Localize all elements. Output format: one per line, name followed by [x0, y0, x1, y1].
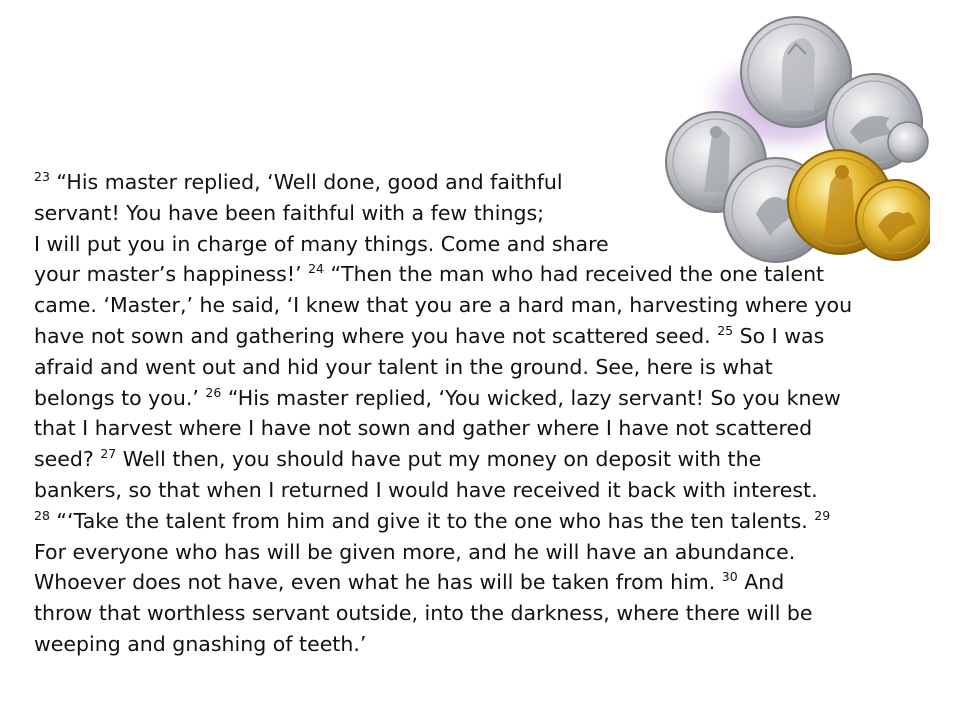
verse-number: 25	[717, 323, 734, 338]
verse-text: bankers, so that when I returned I would have received it back with interest.	[34, 478, 818, 502]
verse-text: And	[737, 570, 785, 595]
passage-line	[34, 201, 544, 225]
passage-line	[34, 324, 824, 351]
verse-text: So I was	[733, 324, 825, 348]
passage-line	[34, 570, 784, 597]
passage-line	[34, 355, 773, 379]
verse-number: 29	[814, 507, 831, 523]
verse-text: I will put you in charge of many things. Come and share	[34, 231, 609, 256]
passage-line	[34, 478, 818, 502]
passage-line	[34, 601, 813, 625]
passage-line	[34, 262, 824, 289]
verse-text: weeping and gnashing of teeth.’	[34, 632, 367, 656]
verse-number: 27	[100, 446, 117, 462]
verse-number: 23	[34, 169, 50, 184]
passage-line	[34, 632, 366, 656]
passage-line	[34, 540, 795, 564]
passage-line	[34, 447, 761, 474]
passage-line	[34, 293, 852, 317]
passage-line	[34, 386, 841, 413]
verse-text: throw that worthless servant outside, into the darkness, where there will be	[34, 601, 813, 626]
verse-text: Whoever does not have, even what he has will be taken from him.	[34, 570, 722, 595]
verse-text: “Then the man who had received the one talent	[324, 262, 825, 287]
verse-text: seed?	[34, 447, 101, 472]
verse-text: “‘Take the talent from him and give it to the one who has the ten talents.	[49, 508, 815, 533]
passage-line	[34, 232, 609, 256]
verse-text: have not sown and gathering where you have not scattered seed.	[34, 324, 718, 348]
verse-text: servant! You have been faithful with a few things;	[34, 200, 545, 225]
verse-number: 30	[721, 569, 738, 585]
verse-number: 28	[34, 507, 50, 523]
verse-text: your master’s happiness!’	[34, 262, 309, 287]
verse-text: “His master replied, ‘You wicked, lazy servant! So you knew	[221, 385, 841, 410]
passage-line	[34, 170, 563, 197]
verse-number: 24	[308, 261, 325, 277]
passage-line	[34, 509, 830, 536]
verse-text: came. ‘Master,’ he said, ‘I knew that you are a hard man, harvesting where you	[34, 293, 853, 318]
verse-text: “His master replied, ‘Well done, good and faithful	[49, 170, 563, 194]
verse-text: For everyone who has will be given more, and he will have an abundance.	[34, 539, 796, 564]
passage-line	[34, 416, 812, 440]
verse-text: afraid and went out and hid your talent in the ground. See, here is what	[34, 354, 773, 379]
verse-text: that I harvest where I have not sown and gather where I have not scattered	[34, 416, 813, 441]
verse-text: belongs to you.’	[34, 385, 206, 410]
verse-number: 26	[205, 384, 222, 400]
verse-text: Well then, you should have put my money on deposit with the	[116, 447, 762, 472]
